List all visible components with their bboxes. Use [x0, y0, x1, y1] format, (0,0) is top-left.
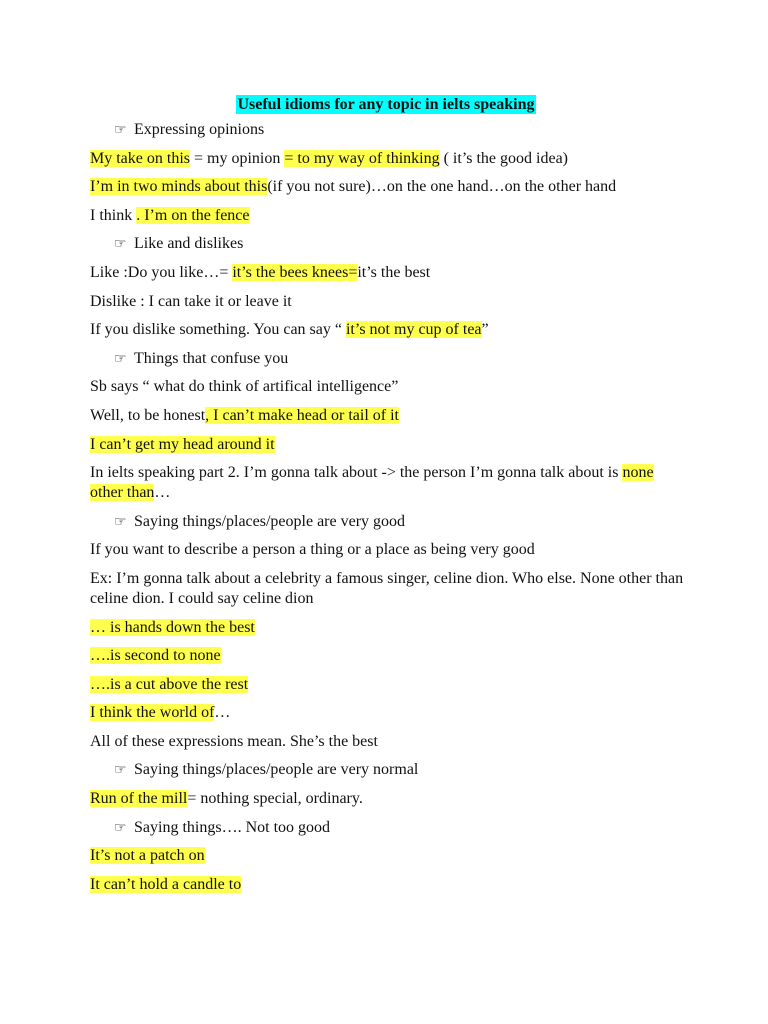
plain-text: = my opinion	[190, 149, 285, 167]
section-heading	[90, 818, 688, 838]
highlighted-idiom: Run of the mill	[90, 790, 188, 808]
text-line	[90, 463, 688, 503]
highlighted-idiom: ….is a cut above the rest	[90, 675, 249, 693]
text-line	[90, 703, 688, 723]
plain-text: ”	[481, 321, 489, 339]
plain-text: If you want to describe a person a thing or a place as being very good	[90, 541, 535, 559]
document-body	[90, 120, 688, 895]
plain-text: Expressing opinions	[134, 121, 265, 138]
plain-text: = nothing special, ordinary.	[187, 790, 363, 808]
text-line	[90, 732, 688, 752]
text-line	[90, 406, 688, 426]
plain-text: Sb says “ what do think of artifical intelligence”	[90, 378, 399, 396]
plain-text: Saying things…. Not too good	[134, 818, 331, 836]
highlighted-idiom: It can’t hold a candle to	[90, 875, 242, 893]
pointing-hand-icon: ☞	[114, 819, 127, 836]
pointing-hand-icon: ☞	[114, 350, 127, 367]
highlighted-idiom: ….is second to none	[90, 647, 221, 665]
plain-text: Like and dislikes	[134, 235, 244, 253]
highlighted-idiom: it’s not my cup of tea	[345, 321, 482, 339]
pointing-hand-icon: ☞	[114, 122, 127, 138]
highlighted-idiom: it’s the bees knees=	[232, 263, 358, 281]
plain-text: In ielts speaking part 2. I’m gonna talk about -> the person I’m gonna talk about is	[90, 464, 623, 482]
plain-text: Saying things/places/people are very good	[134, 512, 406, 530]
section-heading	[90, 512, 688, 532]
document-title: Useful idioms for any topic in ielts speaking	[237, 96, 535, 113]
highlighted-idiom: . I’m on the fence	[136, 206, 250, 224]
plain-text: Things that confuse you	[134, 349, 289, 367]
title-row	[84, 92, 688, 120]
plain-text: If you dislike something. You can say “	[90, 321, 346, 339]
text-line	[90, 675, 688, 695]
section-heading	[90, 760, 688, 780]
plain-text: …	[214, 704, 231, 722]
text-line	[90, 206, 688, 226]
plain-text: ( it’s the good idea)	[439, 149, 569, 167]
text-line	[90, 540, 688, 560]
section-heading	[90, 349, 688, 369]
highlighted-idiom: none other than	[90, 464, 654, 502]
text-line	[90, 789, 688, 809]
highlighted-idiom: I can’t get my head around it	[90, 435, 275, 453]
text-line	[90, 149, 688, 169]
highlighted-idiom: … is hands down the best	[90, 618, 255, 636]
plain-text: Dislike : I can take it or leave it	[90, 292, 292, 310]
highlighted-idiom: I’m in two minds about this	[90, 178, 268, 196]
highlighted-idiom: , I can’t make head or tail of it	[205, 406, 399, 424]
plain-text: All of these expressions mean. She’s the best	[90, 732, 378, 750]
plain-text: Like :Do you like…=	[90, 263, 233, 281]
text-line	[90, 618, 688, 638]
plain-text: …	[154, 484, 171, 502]
highlighted-idiom: It’s not a patch on	[90, 847, 205, 865]
highlighted-idiom: = to my way of thinking	[284, 149, 440, 167]
pointing-hand-icon: ☞	[114, 762, 127, 779]
text-line	[90, 875, 688, 895]
plain-text: (if you not sure)…on the one hand…on the other hand	[267, 178, 617, 196]
highlighted-idiom: My take on this	[90, 149, 190, 167]
text-line	[90, 435, 688, 455]
text-line	[90, 292, 688, 312]
plain-text: Saying things/places/people are very normal	[134, 761, 419, 779]
plain-text: it’s the best	[357, 263, 431, 281]
text-line	[90, 377, 688, 397]
text-line	[90, 263, 688, 283]
text-line	[90, 177, 688, 197]
plain-text: Well, to be honest	[90, 406, 206, 424]
plain-text: I think	[90, 206, 137, 224]
text-line	[90, 646, 688, 666]
text-line	[90, 320, 688, 340]
section-heading	[90, 234, 688, 254]
pointing-hand-icon: ☞	[114, 513, 127, 530]
pointing-hand-icon: ☞	[114, 236, 127, 253]
text-line	[90, 569, 688, 609]
text-line	[90, 846, 688, 866]
highlighted-idiom: I think the world of	[90, 704, 215, 722]
section-heading	[90, 120, 688, 140]
plain-text: Ex: I’m gonna talk about a celebrity a famous singer, celine dion. Who else. None other than celine dion. I could say celine dion	[90, 569, 684, 607]
